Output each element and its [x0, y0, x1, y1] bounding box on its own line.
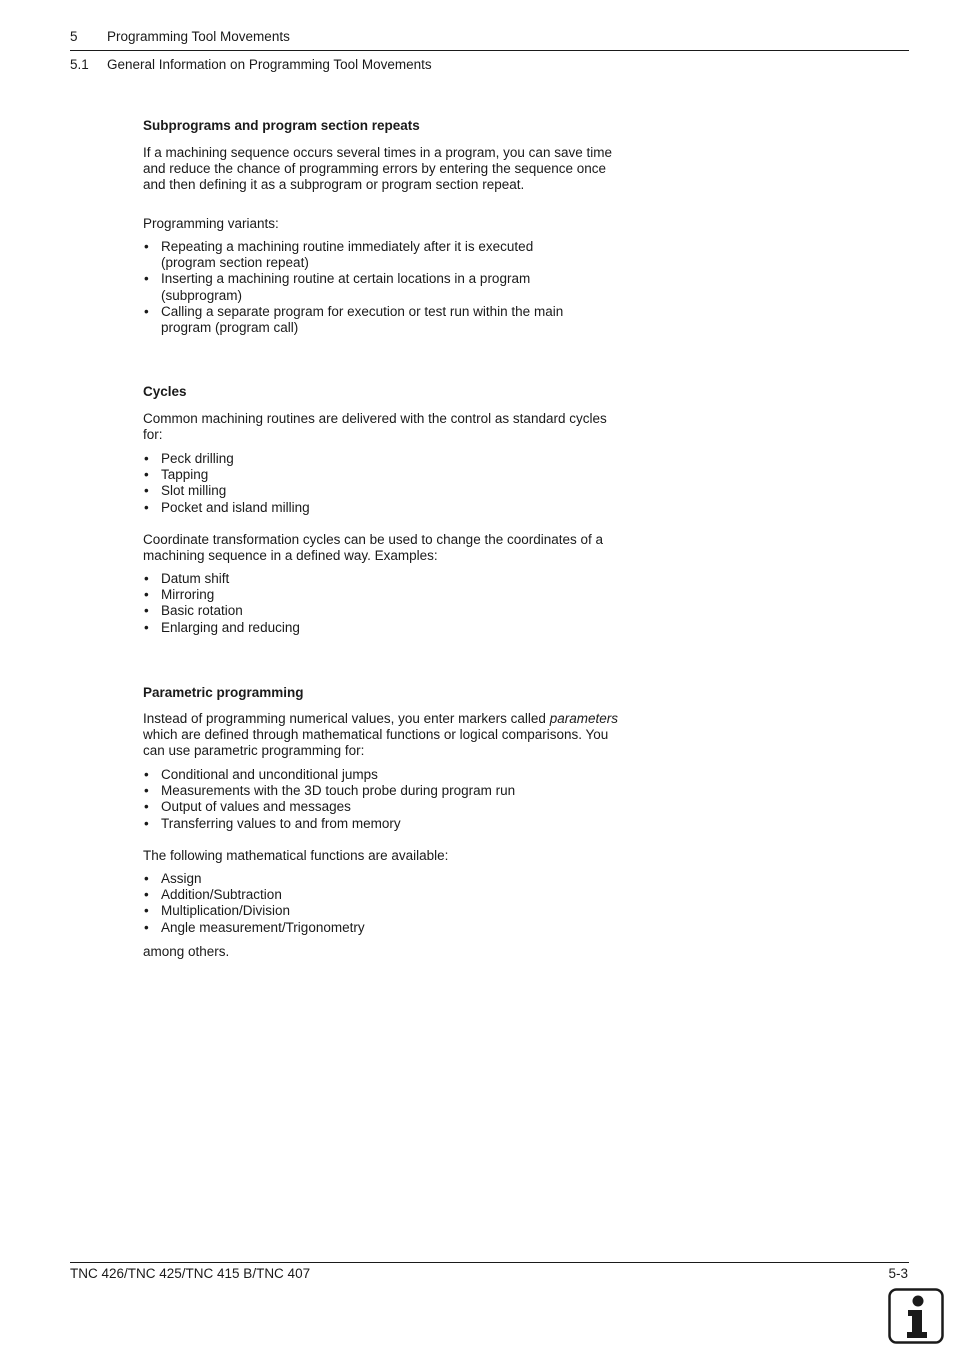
list-item: • Peck drilling	[143, 451, 623, 467]
section-number: 5.1	[70, 57, 89, 72]
math-functions-intro: The following mathematical functions are available:	[143, 848, 449, 863]
list-item: • Output of values and messages	[143, 799, 623, 815]
list-item: • Measurements with the 3D touch probe during program run	[143, 783, 623, 799]
list-item: • Multiplication/Division	[143, 903, 623, 919]
closing-text: among others.	[143, 944, 230, 959]
subprograms-intro: If a machining sequence occurs several times in a program, you can save time and reduce the chance of programming errors by entering the sequence once and then defining it as a subprogram or program section repeat.	[143, 145, 612, 193]
info-icon	[888, 1288, 944, 1344]
cycles-list	[143, 451, 623, 516]
cycles-heading: Cycles	[143, 384, 187, 399]
list-item: • Pocket and island milling	[143, 500, 623, 516]
parametric-heading: Parametric programming	[143, 685, 304, 700]
list-item: • Conditional and unconditional jumps	[143, 767, 623, 783]
transform-list	[143, 571, 623, 636]
math-functions-list	[143, 871, 623, 936]
list-item: • Inserting a machining routine at certain locations in a program (subprogram)	[143, 271, 583, 303]
section-title: General Information on Programming Tool Movements	[107, 57, 432, 72]
subprograms-list	[143, 239, 583, 336]
parametric-intro-after: which are defined through mathematical functions or logical comparisons. You can use parametric programming for:	[143, 727, 609, 759]
parametric-list	[143, 767, 623, 832]
list-item: • Angle measurement/Trigonometry	[143, 920, 623, 936]
list-item: • Addition/Subtraction	[143, 887, 623, 903]
list-item: • Assign	[143, 871, 623, 887]
page-number: 5-3	[888, 1266, 908, 1281]
list-item: • Basic rotation	[143, 603, 623, 619]
list-item: • Datum shift	[143, 571, 623, 587]
programming-variants-label: Programming variants:	[143, 216, 279, 231]
parametric-intro	[143, 711, 623, 760]
cycles-intro: Common machining routines are delivered with the control as standard cycles for:	[143, 411, 607, 443]
list-item: • Mirroring	[143, 587, 623, 603]
parametric-intro-before: Instead of programming numerical values, you enter markers called	[143, 711, 546, 726]
chapter-number: 5	[70, 29, 78, 44]
list-item: • Calling a separate program for execution or test run within the main program (program call)	[143, 304, 583, 336]
footer-model: TNC 426/TNC 425/TNC 415 B/TNC 407	[70, 1266, 311, 1281]
parametric-intro-italic: parameters	[549, 711, 618, 726]
footer-divider	[70, 1262, 909, 1263]
list-item: • Tapping	[143, 467, 623, 483]
list-item: • Slot milling	[143, 483, 623, 499]
coordinate-transform-intro: Coordinate transformation cycles can be used to change the coordinates of a machining sequence in a defined way. Examples:	[143, 532, 604, 564]
section-header	[70, 57, 432, 73]
list-item: • Repeating a machining routine immediately after it is executed (program section repeat)	[143, 239, 583, 271]
header-divider	[70, 50, 909, 51]
list-item: • Enlarging and reducing	[143, 620, 623, 636]
chapter-header	[70, 29, 290, 45]
list-item: • Transferring values to and from memory	[143, 816, 623, 832]
subprograms-heading: Subprograms and program section repeats	[143, 118, 420, 133]
chapter-title: Programming Tool Movements	[107, 29, 290, 44]
